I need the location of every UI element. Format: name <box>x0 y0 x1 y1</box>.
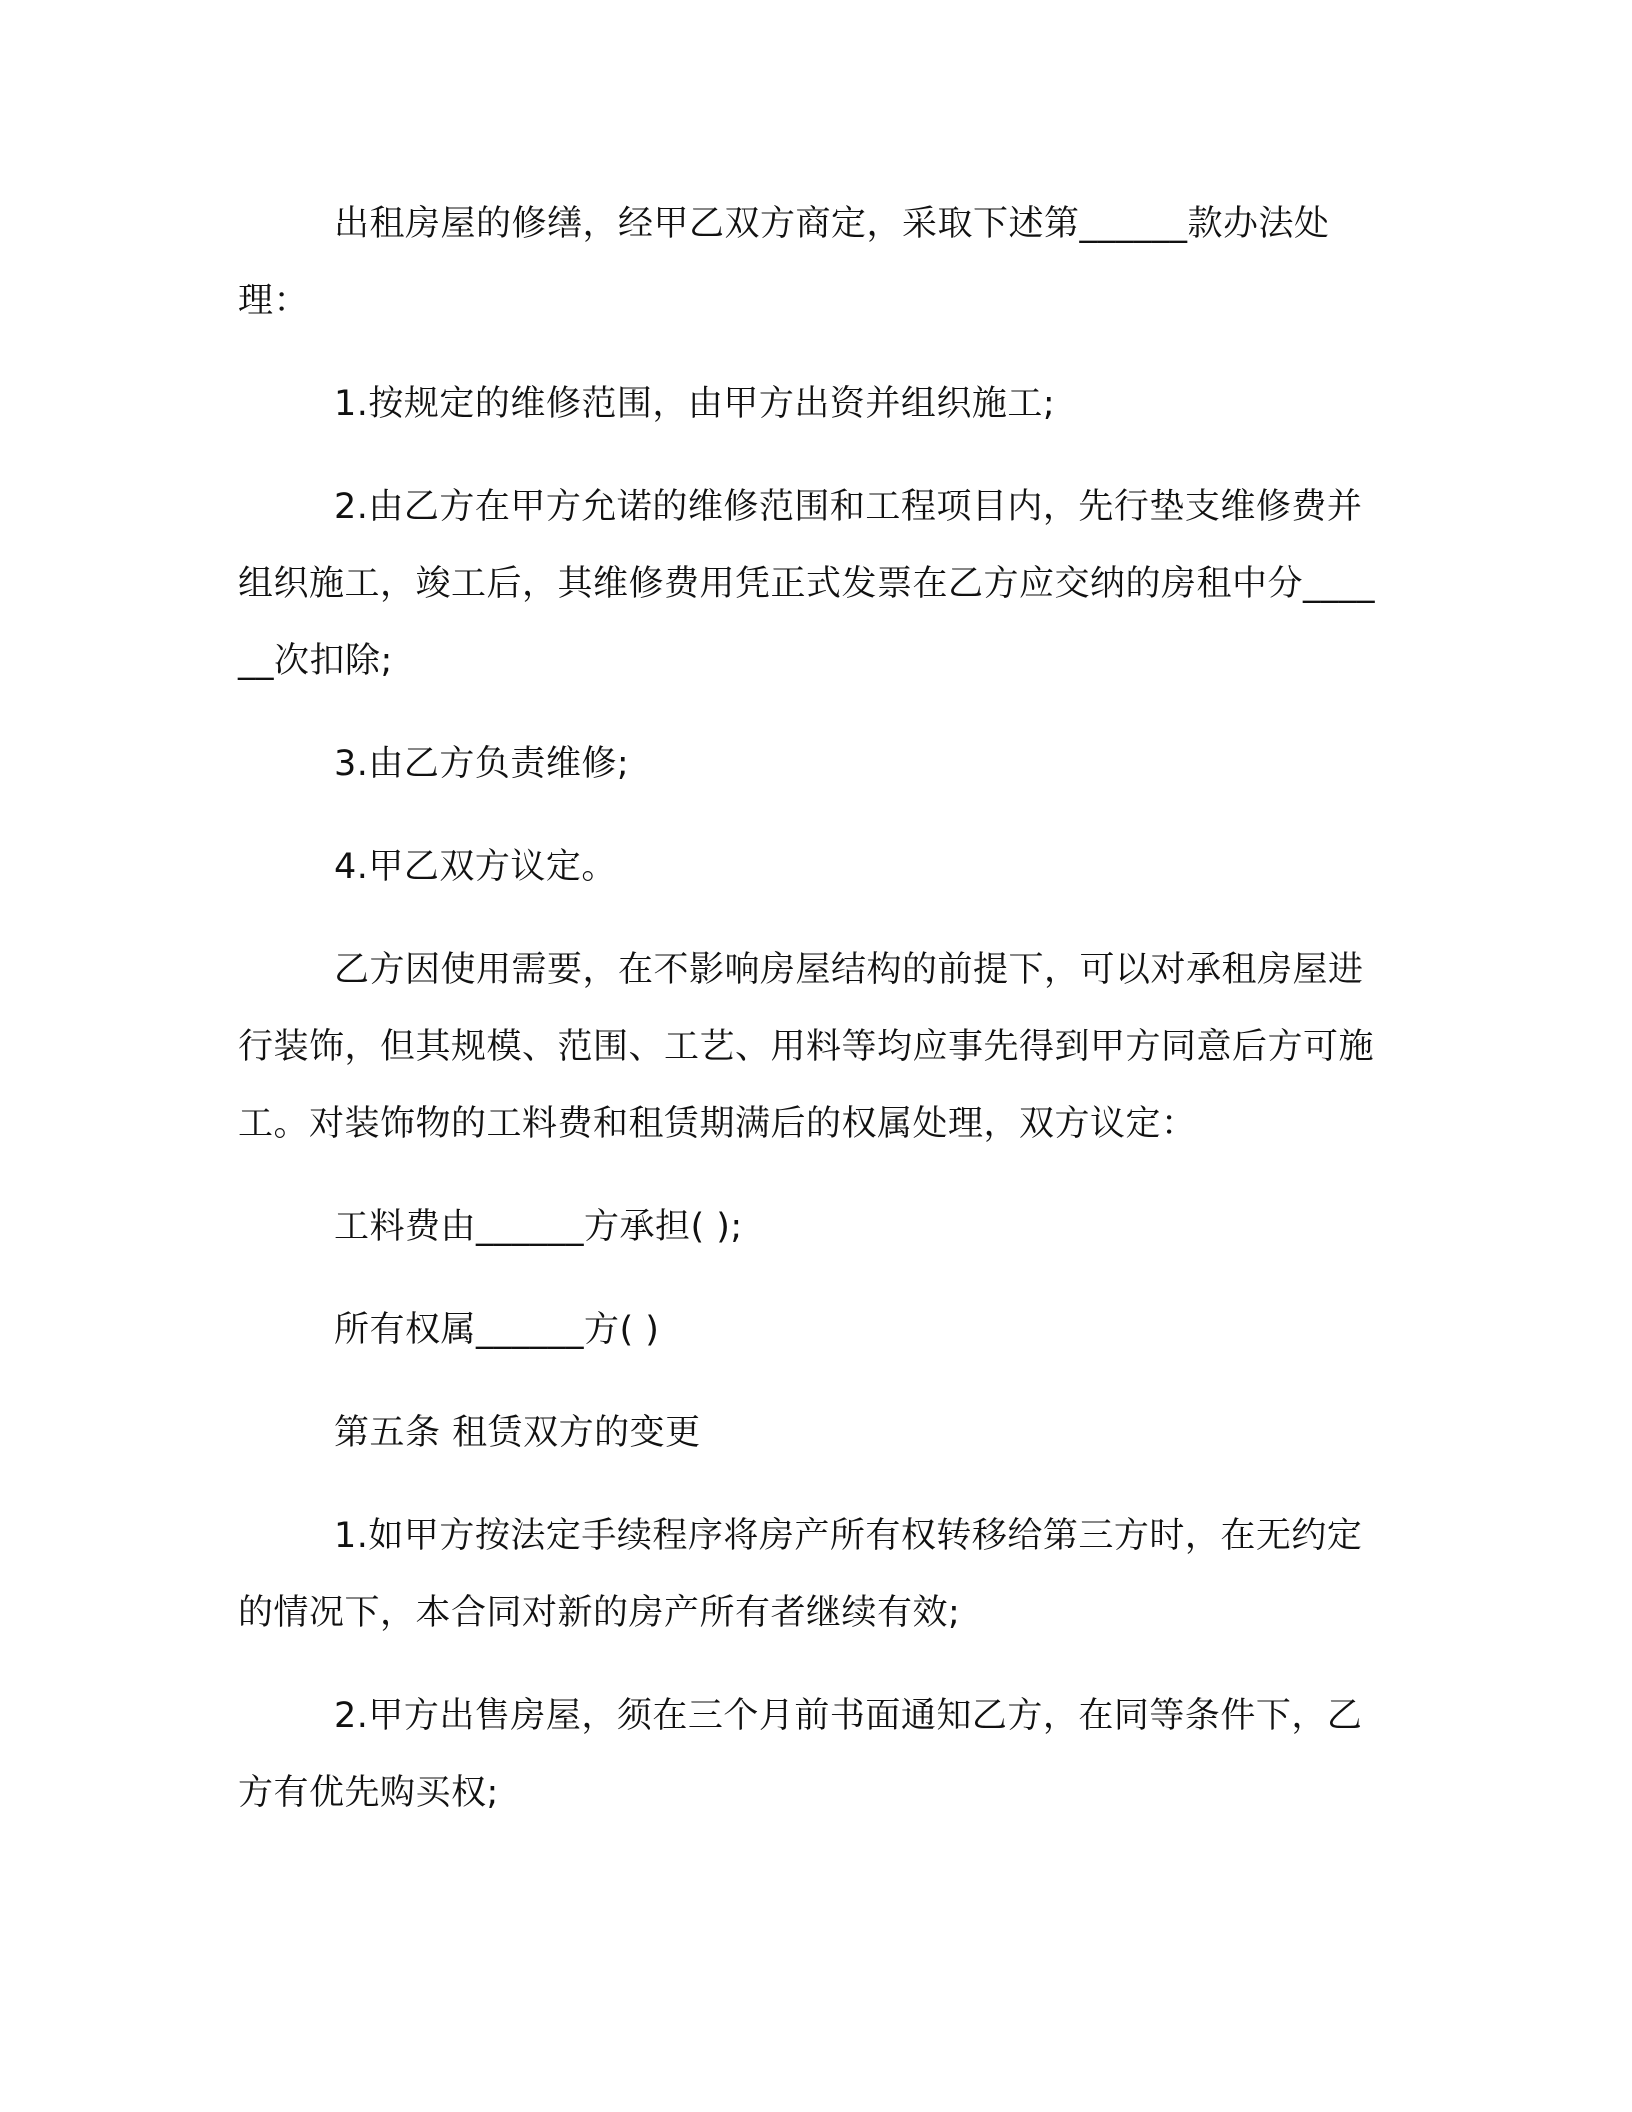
paragraph-option-3: 3.由乙方负责维修; <box>334 744 630 784</box>
paragraph-transfer: 1.如甲方按法定手续程序将房产所有权转移给第三方时，在无约定的情况下，本合同对新的房产所有者继续有效; <box>238 1516 1363 1633</box>
paragraph-repair-method: 出租房屋的修缮，经甲乙双方商定，采取下述第______款办法处理： <box>238 204 1330 321</box>
section-heading-article-5: 第五条 租赁双方的变更 <box>334 1413 701 1453</box>
paragraph-sale-notice: 2.甲方出售房屋，须在三个月前书面通知乙方，在同等条件下，乙方有优先购买权; <box>238 1696 1363 1813</box>
paragraph-option-4: 4.甲乙双方议定。 <box>334 847 617 887</box>
paragraph-ownership: 所有权属______方( ) <box>334 1310 660 1350</box>
document-body <box>238 186 1378 1832</box>
paragraph-option-1: 1.按规定的维修范围，由甲方出资并组织施工; <box>334 384 1056 424</box>
paragraph-material-cost: 工料费由______方承担( ); <box>334 1207 743 1247</box>
paragraph-decoration: 乙方因使用需要，在不影响房屋结构的前提下，可以对承租房屋进行装饰，但其规模、范围、工艺、用料等均应事先得到甲方同意后方可施工。对装饰物的工料费和租赁期满后的权属处理，双方议定： <box>238 950 1375 1144</box>
paragraph-option-2: 2.由乙方在甲方允诺的维修范围和工程项目内，先行垫支维修费并组织施工，竣工后，其维修费用凭正式发票在乙方应交纳的房租中分______次扣除; <box>238 487 1376 681</box>
